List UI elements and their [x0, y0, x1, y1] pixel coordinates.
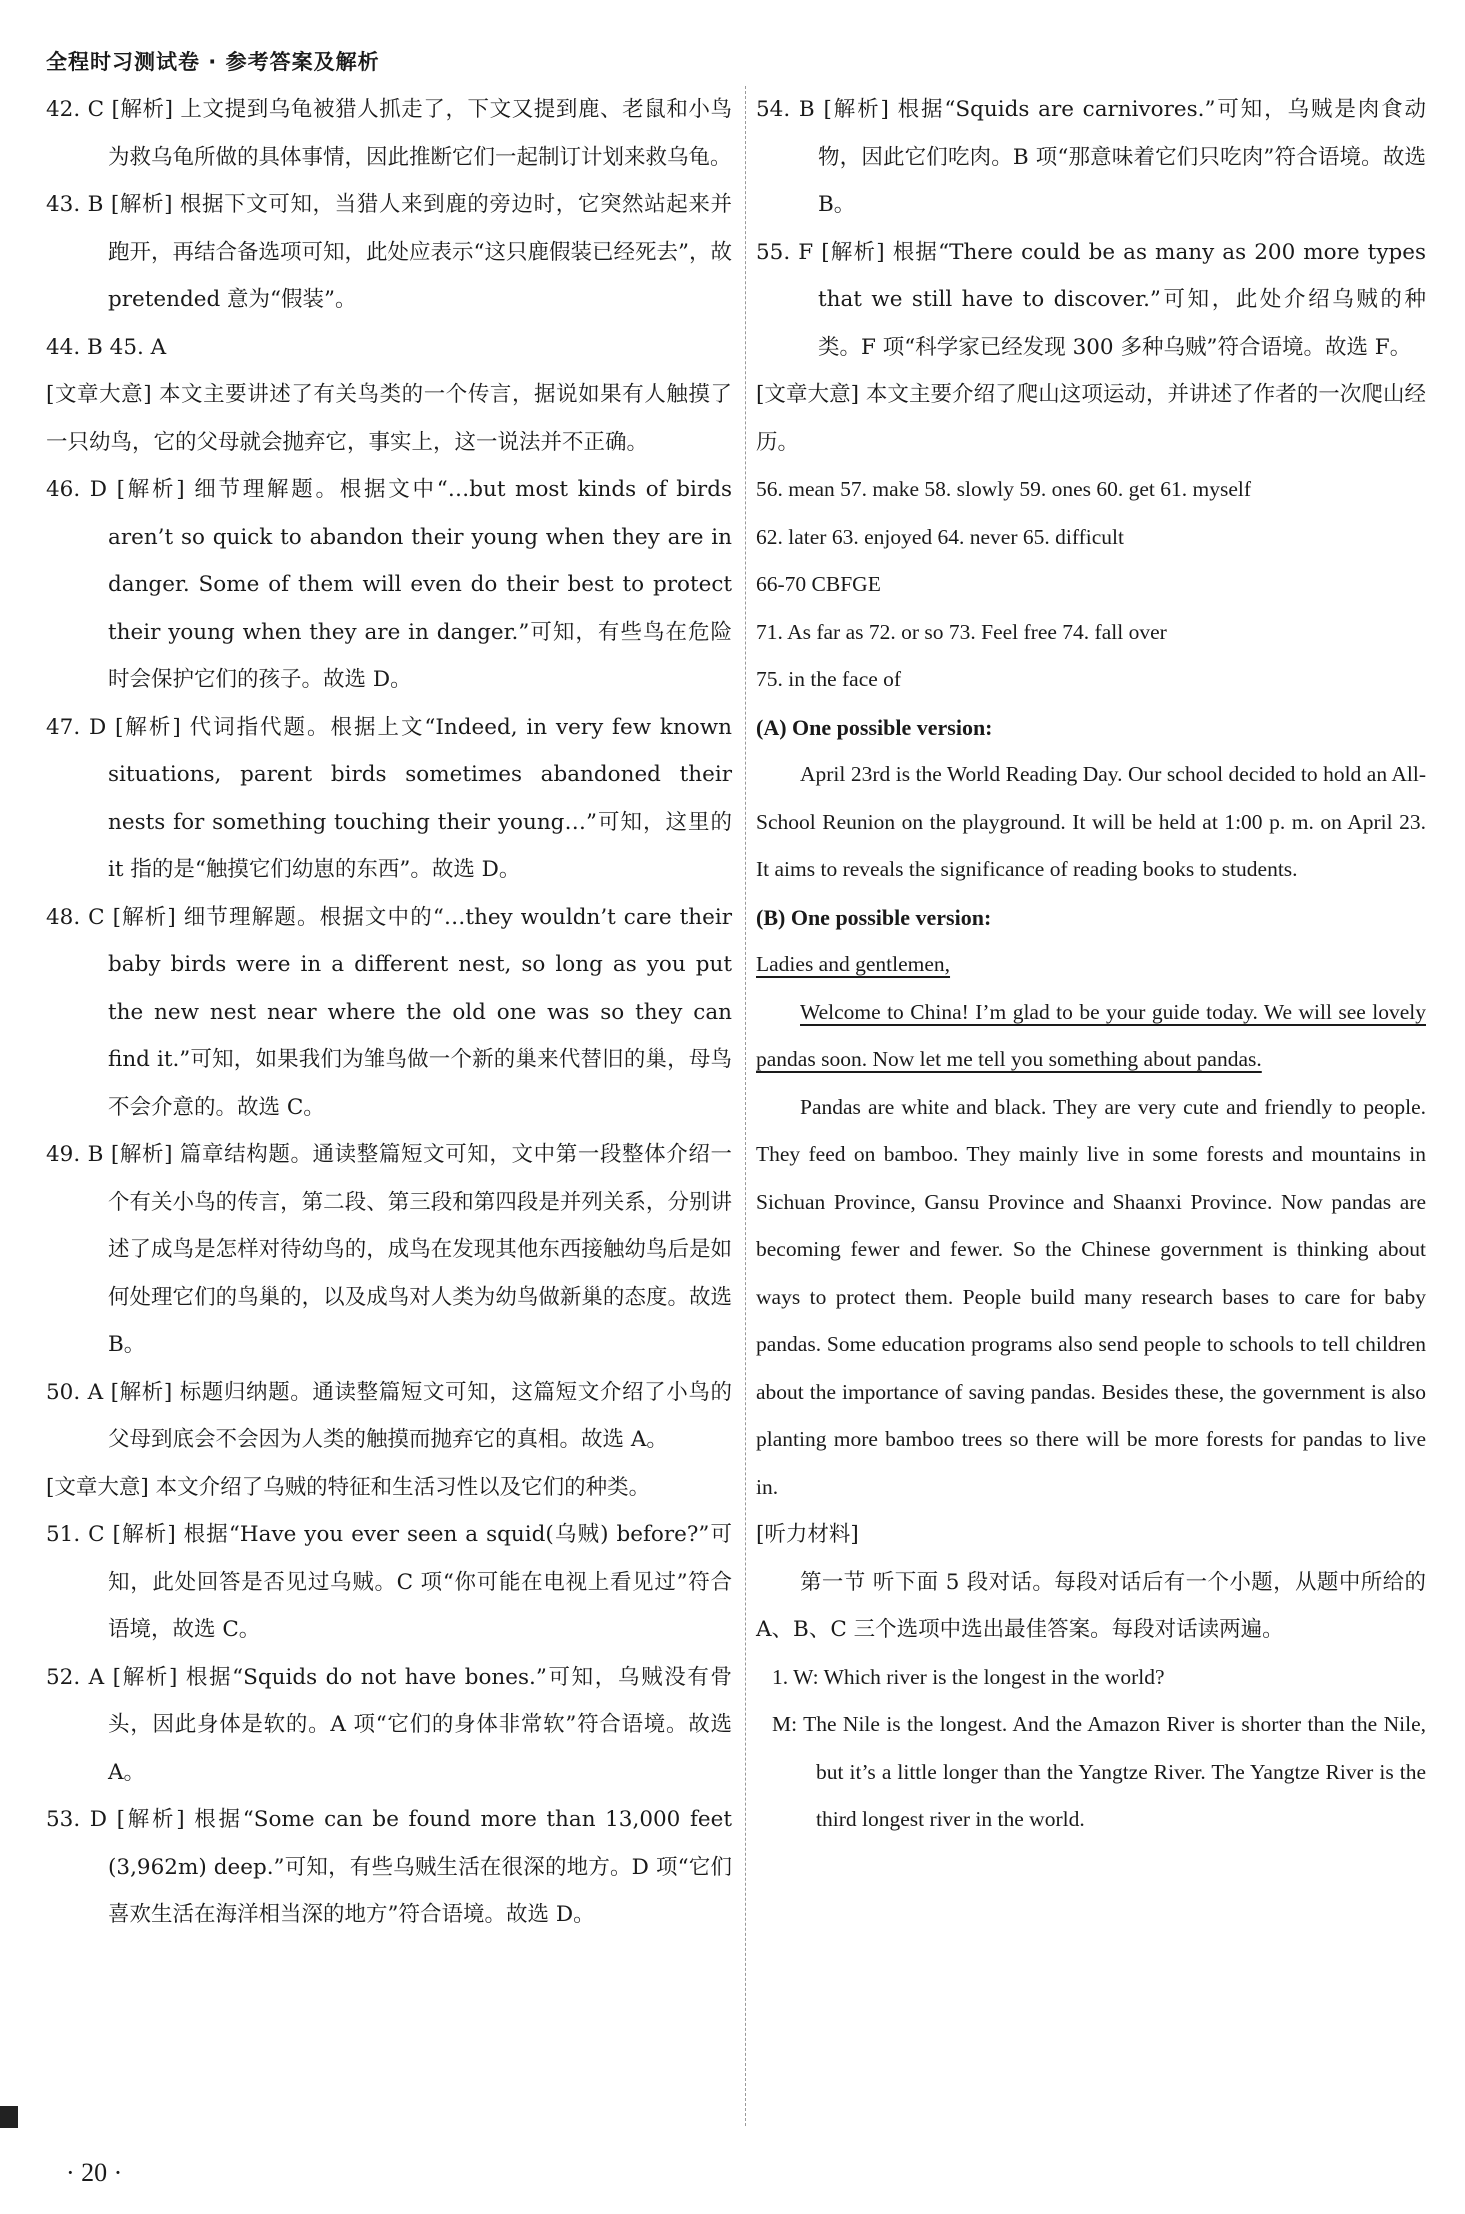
answers-71-74: 71. As far as 72. or so 73. Feel free 74. fall over	[756, 619, 1167, 644]
article-summary-birds: [文章大意] 本文主要讲述了有关鸟类的一个传言，据说如果有人触摸了一只幼鸟，它的父母就会抛弃它，事实上，这一说法并不正确。	[46, 382, 732, 455]
corner-mark	[0, 2106, 18, 2128]
answer-55: 55. F [解析] 根据“There could be as many as 200 more types that we still have to discover.”可知，此处介绍乌贼的种类。F 项“科学家已经发现 300 多种乌贼”符合语境。故选 F。	[756, 239, 1426, 360]
answer-50: 50. A [解析] 标题归纳题。通读整篇短文可知，这篇短文介绍了小鸟的父母到底会不会因为人类的触摸而抛弃它的真相。故选 A。	[46, 1379, 732, 1452]
writing-a-title: (A) One possible version:	[756, 714, 993, 740]
answer-44-45: 44. B 45. A	[46, 334, 167, 360]
writing-b-underlined: Welcome to China! I’m glad to be your guide today. We will see lovely pandas soon. Now let me tell you something about pandas.	[756, 999, 1426, 1071]
writing-b-text: Pandas are white and black. They are very cute and friendly to people. They feed on bamboo. They mainly live in some forests and mountains in Sichuan Province, Gansu Province and Shaanxi Province. Now pandas are becoming fewer and fewer. So the Chinese government is thinking about ways to protect them. People build many research bases to care for baby pandas. Some education programs also send people to schools to tell children about the importance of saving pandas. Besides these, the government is also planting more bamboo trees so there will be more forests for pandas to live in.	[756, 1094, 1426, 1499]
answer-52: 52. A [解析] 根据“Squids do not have bones.”可知，乌贼没有骨头，因此身体是软的。A 项“它们的身体非常软”符合语境。故选 A。	[46, 1664, 732, 1785]
answer-51: 51. C [解析] 根据“Have you ever seen a squid(乌贼) before?”可知，此处回答是否见过乌贼。C 项“你可能在电视上看见过”符合语境，故选 C。	[46, 1522, 732, 1642]
answer-53: 53. D [解析] 根据“Some can be found more than 13,000 feet (3,962m) deep.”可知，有些乌贼生活在很深的地方。D 项“它们喜欢生活在海洋相当深的地方”符合语境。故选 D。	[46, 1807, 732, 1927]
answer-49: 49. B [解析] 篇章结构题。通读整篇短文可知，文中第一段整体介绍一个有关小鸟的传言，第二段、第三段和第四段是并列关系，分别讲述了成鸟是怎样对待幼鸟的，成鸟在发现其他东西接触幼鸟后是如何处理它们的鸟巢的，以及成鸟对人类为幼鸟做新巢的态度。故选 B。	[46, 1142, 732, 1357]
listening-title: [听力材料]	[756, 1522, 859, 1547]
answers-56-61: 56. mean 57. make 58. slowly 59. ones 60. get 61. myself	[756, 477, 1252, 501]
dialog-1-man: M: The Nile is the longest. And the Amazon River is shorter than the Nile, but it’s a little longer than the Yangtze River. The Yangtze River is the third longest river in the world.	[772, 1712, 1426, 1831]
writing-b-title: (B) One possible version:	[756, 904, 992, 930]
answer-42: 42. C [解析] 上文提到乌龟被猎人抓走了，下文又提到鹿、老鼠和小鸟为救乌龟所做的具体事情，因此推断它们一起制订计划来救乌龟。	[46, 97, 732, 170]
page-number: · 20 ·	[66, 2158, 123, 2187]
answers-62-65: 62. later 63. enjoyed 64. never 65. difficult	[756, 524, 1124, 549]
right-column	[745, 86, 1426, 2126]
writing-b-greeting: Ladies and gentlemen,	[756, 952, 951, 976]
answer-48: 48. C [解析] 细节理解题。根据文中的“…they wouldn’t care their baby birds were in a different nest, so long as you put the new nest near where the old one was so they can find it.”可知，如果我们为雏鸟做一个新的巢来代替旧的巢，母鸟不会介意的。故选 C。	[46, 904, 732, 1120]
article-summary-squids: [文章大意] 本文介绍了乌贼的特征和生活习性以及它们的种类。	[46, 1474, 651, 1500]
left-column	[46, 86, 732, 1939]
writing-a-text: April 23rd is the World Reading Day. Our school decided to hold an All-School Reunion on the playground. It will be held at 1:00 p. m. on April 23. It aims to reveals the significance of reading books to students.	[756, 762, 1426, 881]
answer-75: 75. in the face of	[756, 667, 902, 691]
dialog-1-woman: 1. W: Which river is the longest in the world?	[772, 1664, 1165, 1689]
article-summary-climbing: [文章大意] 本文主要介绍了爬山这项运动，并讲述了作者的一次爬山经历。	[756, 382, 1426, 455]
page-header: 全程时习测试卷 · 参考答案及解析	[46, 50, 380, 74]
listening-intro: 第一节 听下面 5 段对话。每段对话后有一个小题，从题中所给的 A、B、C 三个选项中选出最佳答案。每段对话读两遍。	[756, 1569, 1426, 1642]
answer-47: 47. D [解析] 代词指代题。根据上文“Indeed, in very few known situations, parent birds sometimes abandoned their nests for something touching their young…”可知，这里的 it 指的是“触摸它们幼崽的东西”。故选 D。	[46, 714, 732, 882]
answer-54: 54. B [解析] 根据“Squids are carnivores.”可知，乌贼是肉食动物，因此它们吃肉。B 项“那意味着它们只吃肉”符合语境。故选 B。	[756, 97, 1426, 217]
answer-46: 46. D [解析] 细节理解题。根据文中“…but most kinds of birds aren’t so quick to abandon their young when they are in danger. Some of them will even do their best to protect their young when they are in danger.”可知，有些鸟在危险时会保护它们的孩子。故选 D。	[46, 477, 732, 692]
answers-66-70: 66-70 CBFGE	[756, 572, 881, 596]
answer-43: 43. B [解析] 根据下文可知，当猎人来到鹿的旁边时，它突然站起来并跑开，再结合备选项可知，此处应表示“这只鹿假装已经死去”，故 pretended 意为“假装”。	[46, 192, 732, 312]
